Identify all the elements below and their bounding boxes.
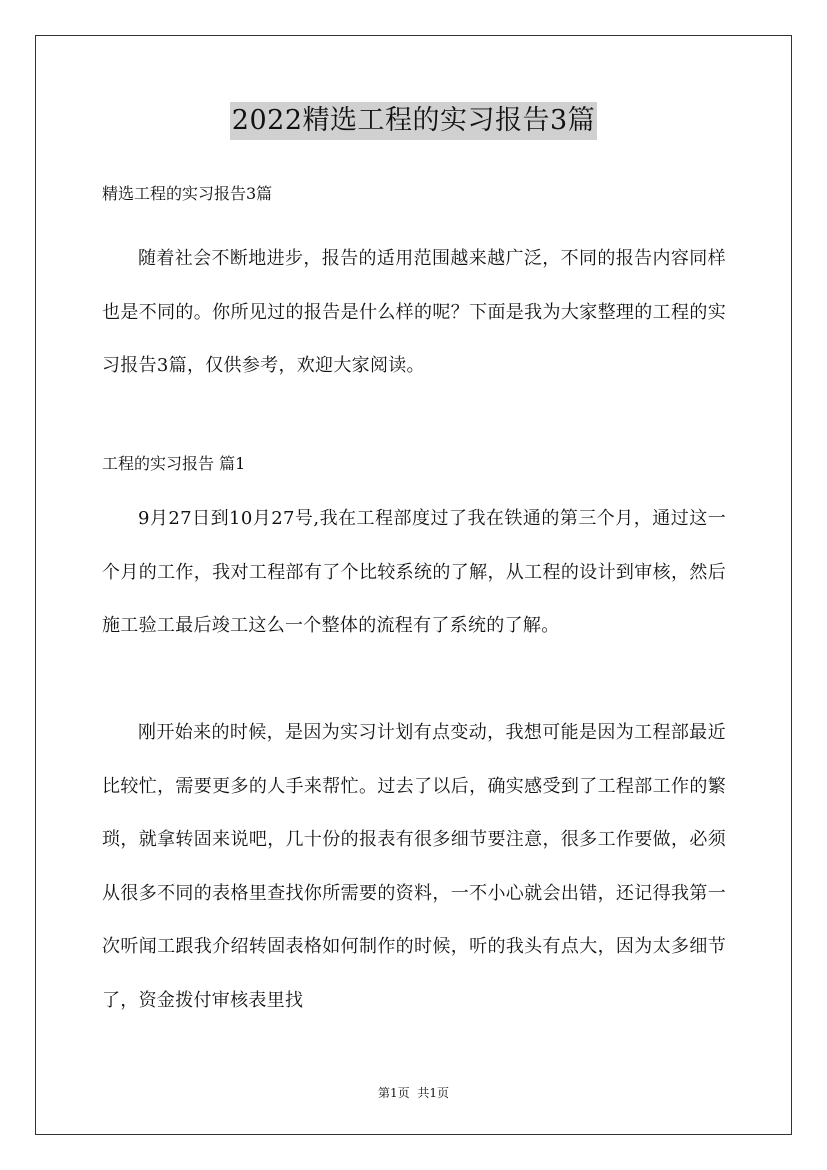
section-1-heading: 工程的实习报告 篇1 (102, 454, 246, 473)
title-container (0, 102, 827, 140)
intro-paragraph: 随着社会不断地进步，报告的适用范围越来越广泛，不同的报告内容同样也是不同的。你所见过的报告是什么样的呢？下面是我为大家整理的工程的实习报告3篇，仅供参考，欢迎大家阅读。 (102, 248, 726, 376)
section-1-paragraph-2: 刚开始来的时候，是因为实习计划有点变动，我想可能是因为工程部最近比较忙，需要更多的人手来帮忙。过去了以后，确实感受到了工程部工作的繁琐，就拿转固来说吧，几十份的报表有很多细节要注意，很多工作要做，必须从很多不同的表格里查找你所需要的资料，一不小心就会出错，还记得我第一次听闻工跟我介绍转固表格如何制作的时候，听的我头有点大，因为太多细节了，资金拨付审核表里找 (102, 722, 726, 1011)
document-subtitle: 精选工程的实习报告3篇 (102, 184, 273, 203)
page-footer (0, 1084, 827, 1102)
document-title: 2022精选工程的实习报告3篇 (230, 102, 597, 140)
page-number: 第1页 (377, 1086, 410, 1100)
page-total: 共1页 (417, 1086, 450, 1100)
section-1-paragraph-1: 9月27日到10月27号,我在工程部度过了我在铁通的第三个月，通过这一个月的工作，我对工程部有了个比较系统的了解，从工程的设计到审核，然后施工验工最后竣工这么一个整体的流程有了系统的了解。 (102, 508, 726, 636)
